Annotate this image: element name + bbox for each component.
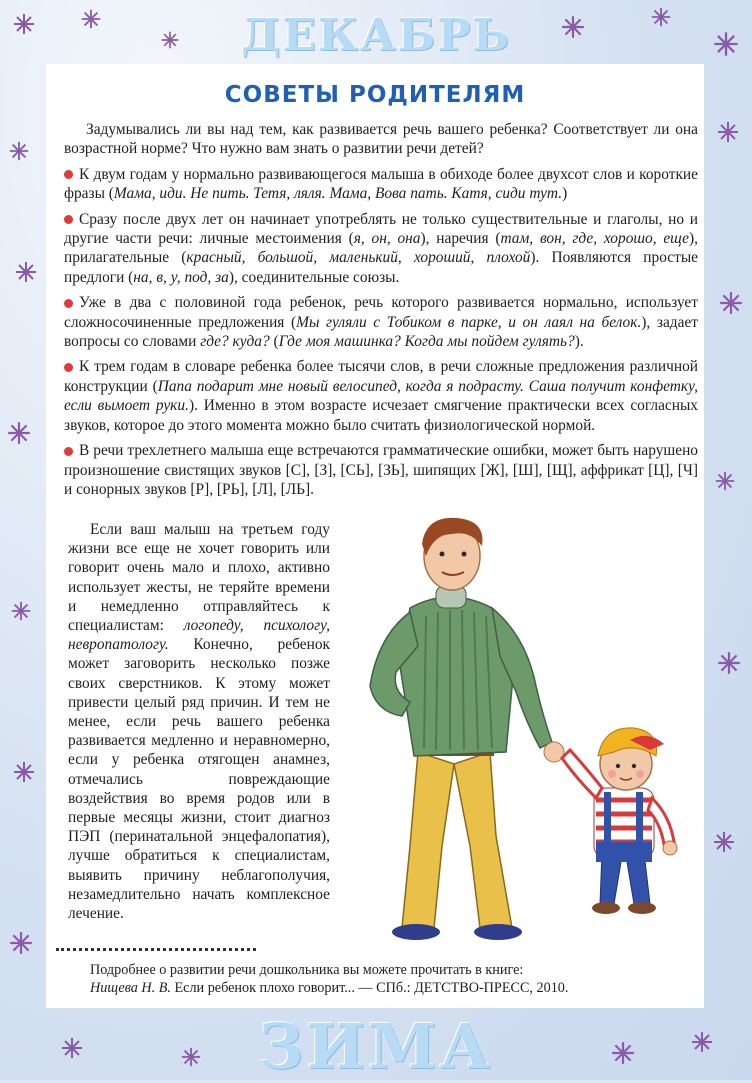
snowflake-icon — [14, 260, 38, 284]
list-item — [64, 441, 698, 499]
example-text: я, он, она — [353, 230, 421, 248]
author-name: Нищева Н. В. — [90, 980, 171, 997]
intro-paragraph: Задумывались ли вы над тем, как развивается речь вашего ребенка? Соответствует ли она возрастной норме? Что нужно вам знать о развитии речи детей? — [64, 121, 698, 158]
text-run: ), наречия ( — [420, 230, 501, 248]
example-text: Мы гуляли с Тобиком в парке, и он лаял на белок. — [296, 313, 642, 331]
text-run: ) — [562, 185, 568, 203]
text-run: ), соединительные союзы. — [228, 268, 400, 286]
snowflake-icon — [6, 420, 32, 446]
text-run: Уже в два с половиной года ребенок, речь которого развивается нормально, использует сложносочиненные предложения ( — [64, 294, 698, 331]
snowflake-icon — [716, 650, 742, 676]
list-item — [64, 210, 698, 288]
bullet-icon — [64, 447, 73, 456]
snowflake-icon — [10, 600, 32, 622]
father-and-son-illustration — [330, 516, 702, 946]
list-item — [64, 165, 698, 204]
snowflake-icon — [718, 290, 744, 316]
list-item — [64, 293, 698, 351]
snowflake-icon — [12, 760, 36, 784]
text-run: Сразу после двух лет он начинает употреблять не только существительные и глаголы, но и другие части речи: личные местоимения ( — [64, 210, 698, 248]
text-run: ). Именно в этом возрасте исчезает смягчение практически всех согласных звуков, которое до этого момента можно было считать физиологической нормой. — [64, 397, 699, 434]
book-reference — [90, 961, 690, 998]
text-run: ). — [574, 333, 584, 351]
snowflake-icon — [8, 140, 30, 162]
reference-citation — [90, 979, 690, 997]
example-text: Мама, иди. Не пить. Тетя, ляля. Мама, Вова пать. Катя, сиди тут. — [113, 185, 563, 203]
text-run: Конечно, ребенок может заговорить несколько позже своих сверстников. К этому может привести целый ряд причин. И тем не менее, если речь вашего ребенка развивается медленно и неравномерно, если у ребенка отягощен анамнез, отмечались повреждающие воздействия во время родов или в первые месяцы жизни, стоит диагноз ПЭП (перинатальной энцефалопатия), лучше обратиться к специалистам, выявить причину неблагополучия, незамедлительно начать комплексное лечение. — [68, 636, 330, 923]
text-run: К двум годам у нормально развивающегося малыша в обиходе более двухсот слов и короткие фразы ( — [64, 165, 698, 203]
specialists-list: логопеду, психологу, невропатологу. — [68, 617, 330, 654]
text-run: В речи трехлетнего малыша еще встречаются грамматические ошибки, может быть нарушено произношение свистящих звуков [С], [З], [СЬ], [ЗЬ], шипящих [Ж], [Ш], [Щ], аффрикат [Ц], [Ч] и сонорных звуков [Р], [РЬ], [Л], [ЛЬ]. — [64, 442, 698, 498]
text-run: ). Появляются простые предлоги ( — [64, 249, 699, 286]
content-panel — [46, 64, 704, 1008]
text-run: Если ваш малыш на третьем году жизни все еще не хочет говорить или говорит очень мало и плохо, активно использует жесты, не теряйте времени и немедленно отправляйтесь к специалистам: — [68, 521, 330, 635]
season-title: ЗИМА — [258, 1010, 494, 1083]
snowflake-icon — [714, 470, 736, 492]
example-text: Папа подарит мне новый велосипед, когда я подрасту. Саша получит конфетку, если вымоет руки. — [64, 377, 698, 415]
snowflake-icon — [712, 830, 736, 854]
snowflake-icon — [716, 120, 740, 144]
reference-intro: Подробнее о развитии речи дошкольника вы можете прочитать в книге: — [90, 962, 524, 978]
bullet-icon — [64, 299, 73, 308]
example-text: красный, большой, маленький, хороший, плохой — [186, 249, 531, 267]
page-title: СОВЕТЫ РОДИТЕЛЯМ — [224, 82, 526, 108]
advice-paragraph — [68, 520, 330, 923]
child-figure — [562, 728, 677, 914]
month-title: ДЕКАБРЬ — [241, 10, 511, 61]
text-run: К трем годам в словаре ребенка более тысячи слов, в речи сложные предложения различной конструкции ( — [64, 358, 698, 395]
bullet-icon — [64, 215, 73, 224]
father-figure — [370, 518, 564, 940]
example-text: там, вон, где, хорошо, еще — [500, 230, 690, 248]
book-title: Если ребенок плохо говорит... — СПб.: ДЕТСТВО-ПРЕСС, 2010. — [170, 980, 569, 997]
text-run: ), прилагательные ( — [64, 230, 699, 267]
bullet-icon — [64, 170, 73, 179]
bullet-icon — [64, 363, 73, 372]
list-item — [64, 357, 698, 435]
text-run: ), задает вопросы со словами — [64, 313, 699, 351]
snowflake-icon — [8, 930, 34, 956]
example-text: на, в, у, под, за — [133, 268, 229, 286]
article-body — [64, 120, 698, 505]
example-text: где? куда? — [200, 333, 270, 351]
text-run: ( — [269, 333, 279, 351]
example-text: Где моя машинка? Когда мы пойдем гулять? — [278, 333, 575, 351]
dotted-divider — [56, 948, 256, 955]
